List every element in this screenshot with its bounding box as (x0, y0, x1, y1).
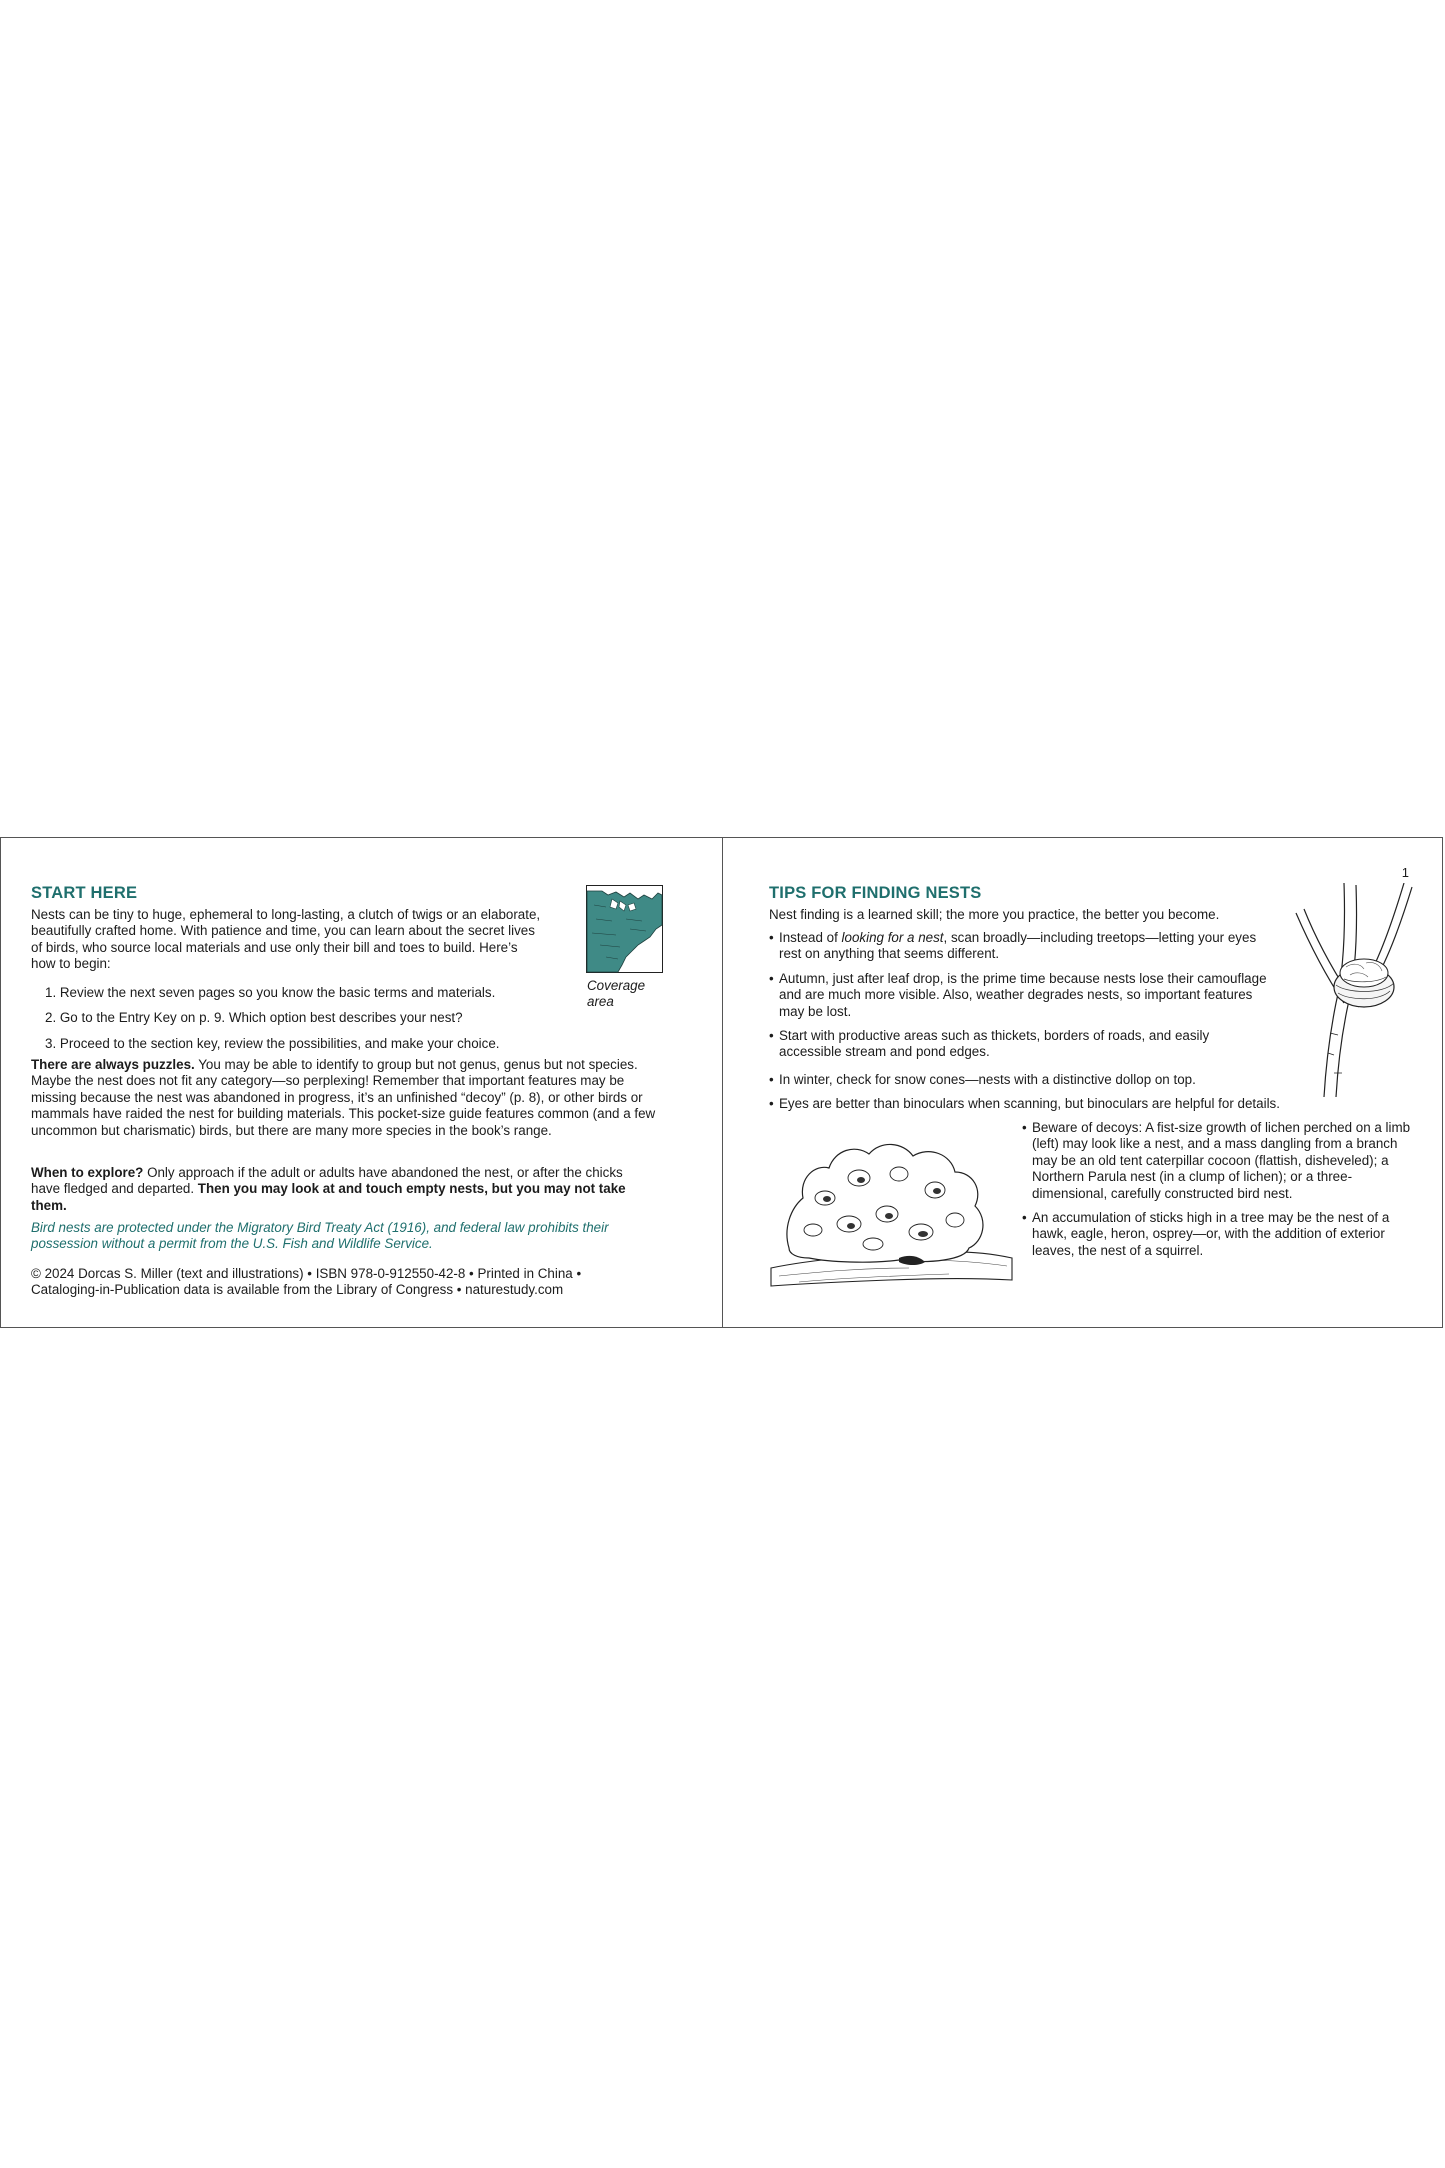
tip-item: • An accumulation of sticks high in a tree may be the nest of a hawk, eagle, heron, osprey—or, with the addition of exterior leaves, the nest of a squirrel. (1022, 1210, 1390, 1258)
step-item: 1. Review the next seven pages so you know the basic terms and materials. (45, 985, 496, 1000)
legal-note: Bird nests are protected under the Migratory Bird Treaty Act (1916), and federal law prohibits their possession without a permit from the U.S. Fish and Wildlife Service. (31, 1220, 609, 1252)
coverage-map-icon (586, 885, 663, 973)
map-caption-line: Coverage (587, 978, 646, 993)
tip-text: An accumulation of sticks high in a tree may be the nest of a hawk, eagle, heron, osprey—or, with the addition of exterior leaves, the nest of a squirrel. (1032, 1210, 1390, 1258)
page-number: 1 (1401, 865, 1409, 880)
lichen-on-limb-illustration (769, 1128, 1014, 1288)
copyright-line: Cataloging-in-Publication data is available from the Library of Congress • naturestudy.com (31, 1282, 564, 1298)
steps-list (31, 985, 591, 1061)
explore-text: Only approach if the adult or adults have abandoned the nest, or after the chicks have fledged and departed. (31, 1165, 623, 1197)
tip-item: • Eyes are better than binoculars when scanning, but binoculars are helpful for details. (769, 1096, 1280, 1112)
puzzles-text: You may be able to identify to group but not genus, genus but not species. Maybe the nest does not fit any category—so perplexing! Remember that important features may be missing because the nest was abandoned in progress, it’s an unfinished “decoy” (p. 8), or other birds or mammals have raided the nest for building materials. This pocket-size guide features common (and a few uncommon but charismatic) birds, but there are many more species in the book’s range. (31, 1057, 656, 1138)
tip-item: • Instead of looking for a nest, scan broadly—including treetops—letting your eyes rest on anything that seems different. (769, 930, 1257, 962)
left-page (31, 838, 671, 1327)
tip-text: , scan broadly—including treetops—letting your eyes rest on anything that seems different. (779, 930, 1257, 962)
tip-text: Eyes are better than binoculars when scanning, but binoculars are helpful for details. (779, 1096, 1280, 1112)
tip-item: • In winter, check for snow cones—nests with a distinctive dollop on top. (769, 1072, 1196, 1087)
step-item: 3. Proceed to the section key, review the possibilities, and make your choice. (45, 1035, 500, 1051)
explore-lead: When to explore? (31, 1165, 144, 1180)
tip-emphasis: looking for a nest (841, 930, 944, 945)
intro-paragraph: Nests can be tiny to huge, ephemeral to long-lasting, a clutch of twigs or an elaborate, beautifully crafted home. With patience and time, you can learn about the secret lives of birds, who source local materials and use only their bill and toes to build. Here’s how to begin: (31, 907, 541, 972)
puzzles-paragraph (31, 1057, 666, 1139)
copyright-line: © 2024 Dorcas S. Miller (text and illustrations) • ISBN 978-0-912550-42-8 • Printed in China • (31, 1266, 582, 1281)
step-item: 2. Go to the Entry Key on p. 9. Which option best describes your nest? (45, 1010, 463, 1026)
tips-list-bottom (1022, 1120, 1412, 1267)
tips-list-top (769, 930, 1274, 1069)
book-spread (0, 837, 1443, 1328)
tip-text: Beware of decoys: A fist-size growth of lichen perched on a limb (left) may look like a nest, and a mass dangling from a branch may be an old tent caterpillar cocoon (flattish, disheveled); a Northern Parula nest (in a clump of lichen); or a three-dimensional, carefully constructed bird nest. (1032, 1120, 1411, 1201)
tips-intro: Nest finding is a learned skill; the more you practice, the better you become. (769, 907, 1220, 922)
tip-text: In winter, check for snow cones—nests with a distinctive dollop on top. (779, 1072, 1196, 1087)
map-caption (587, 978, 645, 1011)
tip-text: Instead of (779, 930, 842, 945)
right-page (769, 838, 1409, 1327)
tip-text: Autumn, just after leaf drop, is the prime time because nests lose their camouflage and are much more visible. Also, weather degrades nests, so important features may be lost. (779, 970, 1267, 1019)
tips-heading: TIPS FOR FINDING NESTS (769, 884, 982, 902)
tip-item: • Autumn, just after leaf drop, is the prime time because nests lose their camouflage and are much more visible. Also, weather degrades nests, so important features may be lost. (769, 970, 1267, 1019)
copyright-block (31, 1266, 671, 1299)
tip-item: • Start with productive areas such as thickets, borders of roads, and easily accessible stream and pond edges. (769, 1028, 1210, 1060)
explore-bold: Then you may look at and touch empty nests, but you may not take them. (31, 1181, 626, 1213)
start-here-heading: START HERE (31, 884, 138, 902)
puzzles-lead: There are always puzzles. (31, 1057, 195, 1072)
tip-item: • Beware of decoys: A fist-size growth of lichen perched on a limb (left) may look like a nest, and a mass dangling from a branch may be an old tent caterpillar cocoon (flattish, disheveled); a Northern Parula nest (in a clump of lichen); or a three-dimensional, carefully constructed bird nest. (1022, 1120, 1411, 1201)
nest-in-fork-illustration (1284, 883, 1414, 1098)
tip-text: Start with productive areas such as thickets, borders of roads, and easily accessible stream and pond edges. (779, 1028, 1210, 1060)
explore-paragraph (31, 1165, 651, 1214)
map-caption-line: area (587, 994, 614, 1010)
page-gutter (722, 838, 723, 1327)
